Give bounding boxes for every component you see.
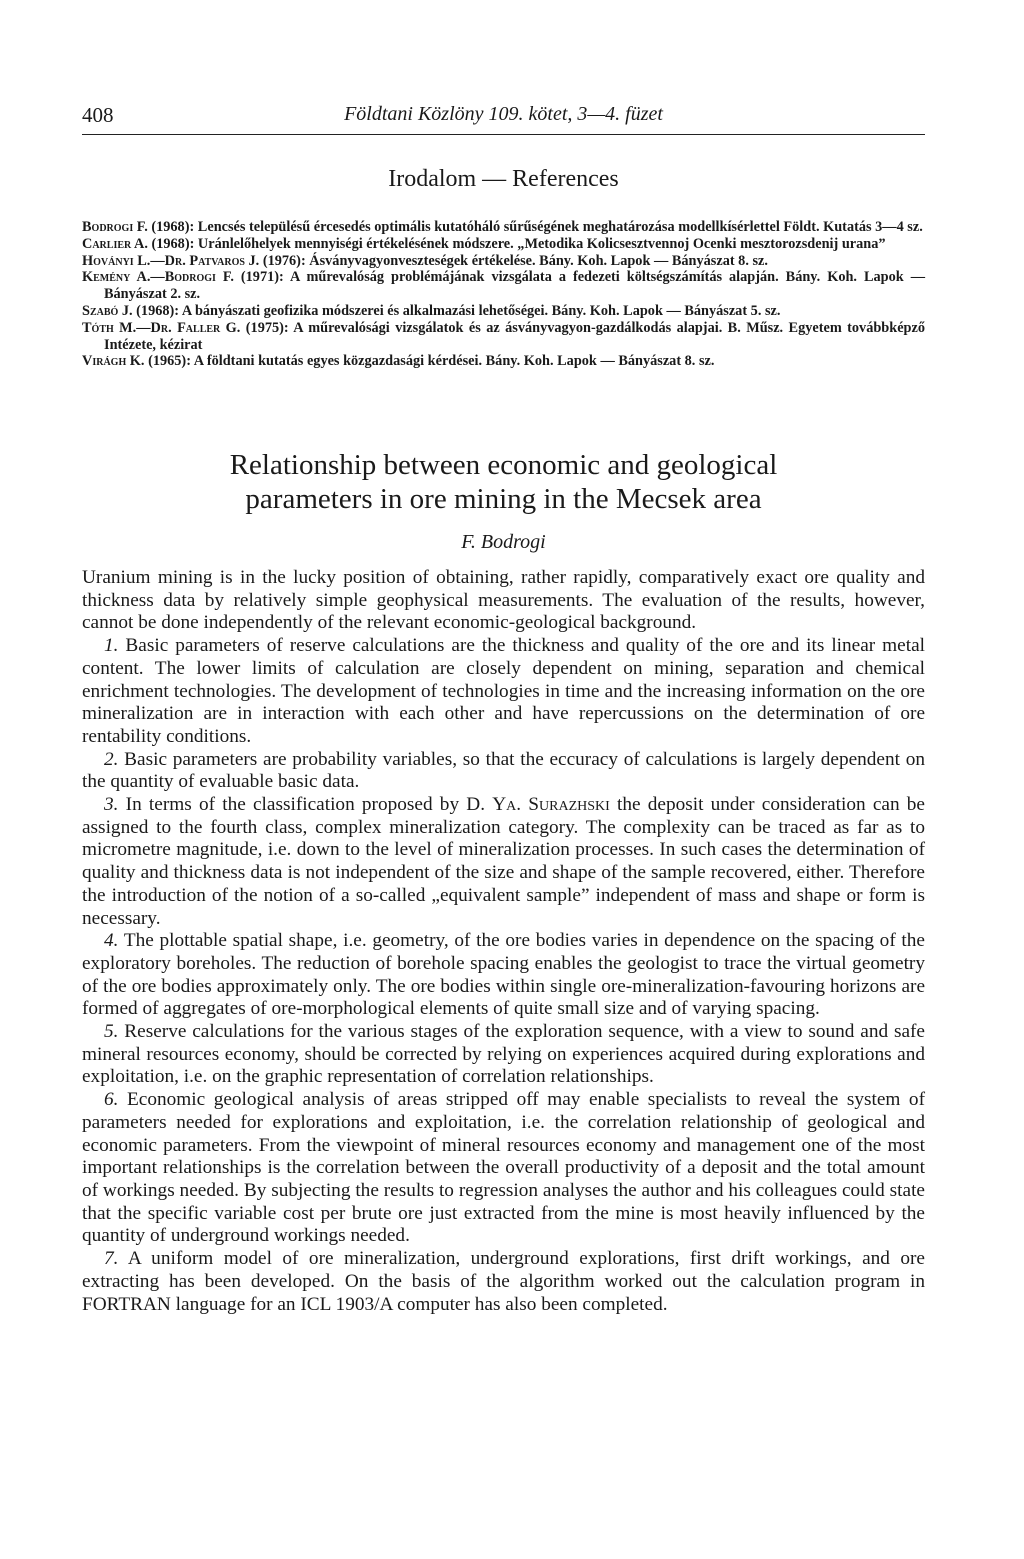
paragraph-number: 5. xyxy=(104,1021,119,1043)
reference-author: Kemény A.—Bodrogi F. xyxy=(82,269,234,286)
reference-text: (1976): Ásványvagyonveszteségek értékelése. Bány. Koh. Lapok — Bányászat 8. sz. xyxy=(259,252,768,269)
article-title xyxy=(82,448,925,516)
article-title-line: parameters in ore mining in the Mecsek area xyxy=(245,483,762,515)
paragraph-1 xyxy=(82,635,925,749)
paragraph-number: 1. xyxy=(104,635,119,657)
article-body xyxy=(82,567,925,1316)
reference-text: (1968): Lencsés településű ércesedés optimális kutatóháló sűrűségének meghatározása modellkísérlettel Földt. Kutatás 3—4 sz. xyxy=(147,219,923,235)
page-number: 408 xyxy=(82,103,114,127)
paragraph-number: 3. xyxy=(104,794,119,816)
paragraph-text: Economic geological analysis of areas stripped off may enable specialists to reveal the system of parameters needed for explorations and exploitation, i.e. the correlation relationship of geological and economic parameters. From the viewpoint of mineral resources economy and management one of the most important relationships is the correlation between the overall productivity of a deposit and the total amount of workings needed. By subjecting the results to regression analyses the author and his colleagues could state that the specific variable cost per brute ore just extracted from the mine is most heavily influenced by the quantity of underground workings needed. xyxy=(82,1089,925,1247)
running-head xyxy=(82,100,925,135)
reference-text: (1975): A műrevalósági vizsgálatok és az ásványvagyon-gazdálkodás alapjai. B. Műsz. Egyetem továbbképző Intézete, kézirat xyxy=(104,319,925,353)
reference-item xyxy=(82,320,925,354)
paragraph-text: Reserve calculations for the various stages of the exploration sequence, with a view to sound and safe mineral resources economy, should be corrected by relying on experiences acquired during explorations and exploitation, i.e. on the graphic representation of correlation relationships. xyxy=(82,1021,925,1088)
paragraph-text: Basic parameters of reserve calculations are the thickness and quality of the ore and its linear metal content. The lower limits of calculation are closely dependent on mining, separation and chemical enrichment technologies. The development of technologies in time and the increasing information on the ore mineralization are in interaction with each other and have repercussions on the determination of ore rentability conditions. xyxy=(82,635,925,747)
reference-author: Virágh K. xyxy=(82,353,145,370)
reference-item xyxy=(82,236,925,253)
journal-title: Földtani Közlöny 109. kötet, 3—4. füzet xyxy=(344,103,663,125)
reference-author: Carlier A. xyxy=(82,235,148,252)
reference-author: Tóth M.—Dr. Faller G. xyxy=(82,319,241,336)
reference-item xyxy=(82,269,925,303)
paragraph-number: 6. xyxy=(104,1089,119,1111)
paragraph-number: 4. xyxy=(104,930,119,952)
reference-text: (1968): A bányászati geofizika módszerei és alkalmazási lehetőségei. Bány. Koh. Lapok — Bányászat 5. sz. xyxy=(132,302,781,319)
reference-text: (1965): A földtani kutatás egyes közgazdasági kérdései. Bány. Koh. Lapok — Bányászat 8. sz. xyxy=(144,353,715,370)
article-author: F. Bodrogi xyxy=(461,531,546,553)
reference-item xyxy=(82,303,925,320)
paragraph-7 xyxy=(82,1248,925,1316)
reference-text: (1971): A műrevalóság problémájának vizsgálata a fedezeti költségszámítás alapján. Bány. Koh. Lapok — Bányászat 2. sz. xyxy=(104,269,925,303)
reference-item xyxy=(82,353,925,370)
reference-item xyxy=(82,253,925,270)
reference-text: (1968): Uránlelőhelyek mennyiségi értékelésének módszere. „Metodika Kolicsesztvennoj Ocenki mesztorozsdenij urana” xyxy=(147,235,886,252)
paragraph-6 xyxy=(82,1089,925,1248)
paragraph-text: The plottable spatial shape, i.e. geometry, of the ore bodies varies in dependence on the spacing of the exploratory boreholes. The reduction of borehole spacing enables the geologist to trace the virtual geometry of the ore bodies approximately only. The ore bodies within single ore-mineralization-favouring horizons are formed of aggregates of ore-morphological elements of quite small size and of varying spacing. xyxy=(82,930,925,1020)
references-heading: Irodalom — References xyxy=(388,166,619,192)
paragraph-5 xyxy=(82,1021,925,1089)
paragraph-4 xyxy=(82,930,925,1021)
paragraph-text: Basic parameters are probability variables, so that the eccuracy of calculations is largely dependent on the quantity of evaluable basic data. xyxy=(82,748,925,793)
paragraph-2 xyxy=(82,749,925,794)
reference-list xyxy=(82,219,925,370)
paragraph-3 xyxy=(82,794,925,930)
intro-paragraph: Uranium mining is in the lucky position of obtaining, rather rapidly, comparatively exact ore quality and thickness data by relatively simple geophysical measurements. The evaluation of the results, however, cannot be done independently of the relevant economic-geological background. xyxy=(82,567,925,634)
paragraph-text: A uniform model of ore mineralization, underground explorations, first drift workings, and ore extracting has been developed. On the basis of the algorithm worked out the calculation program in FORTRAN language for an ICL 1903/A computer has also been completed. xyxy=(82,1248,925,1315)
cited-author: Ya. Surazhski xyxy=(492,794,610,816)
paragraph-number: 7. xyxy=(104,1248,119,1270)
paragraph-text: In terms of the classification proposed by D. xyxy=(118,794,493,816)
reference-item xyxy=(82,219,925,236)
paragraph-text: the deposit under consideration can be assigned to the fourth class, complex mineralization category. The complexity can be traced as far as to micrometre magnitude, i.e. down to the level of mineralization processes. In such cases the determination of quality and thickness data is not independent of the size and shape of the sample recovered, either. Therefore the introduction of the notion of a so-called „equivalent sample” independent of mass and shape or form is necessary. xyxy=(82,794,925,929)
article-title-line: Relationship between economic and geological xyxy=(229,449,778,481)
reference-author: Szabó J. xyxy=(82,302,133,319)
reference-author: Bodrogi F. xyxy=(82,219,148,235)
reference-author: Hoványi L.—Dr. Patvaros J. xyxy=(82,252,260,269)
paragraph-number: 2. xyxy=(104,748,119,770)
